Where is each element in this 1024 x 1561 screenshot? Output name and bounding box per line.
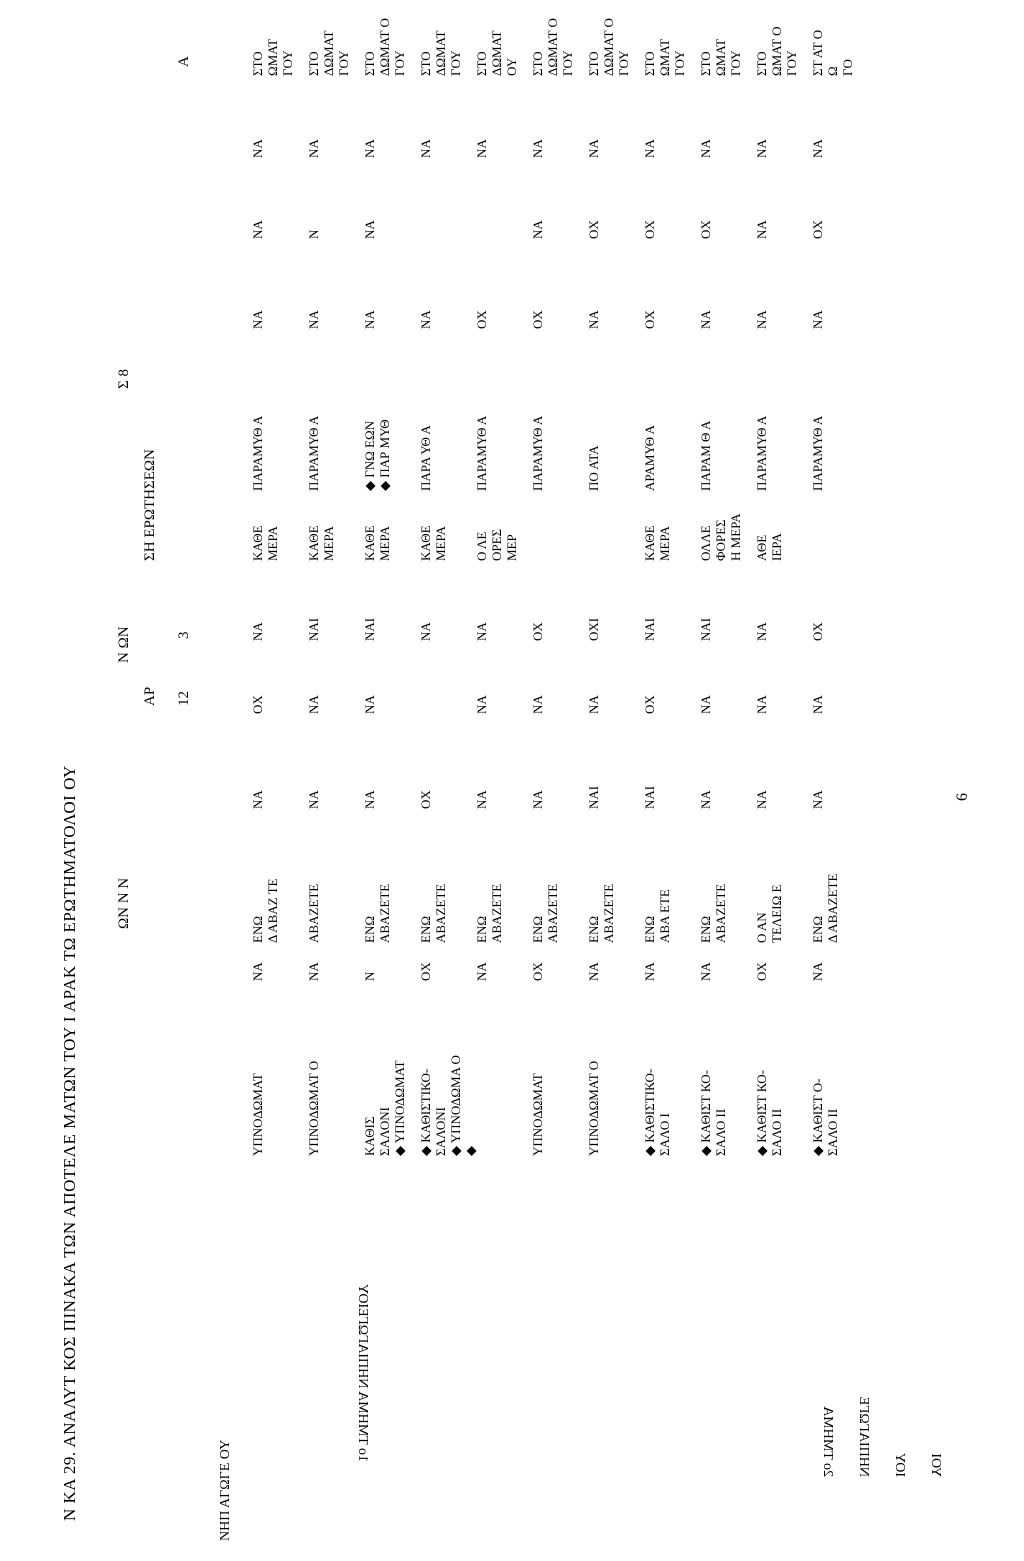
answer-5: ΟΧ bbox=[530, 622, 545, 641]
answer-11: ΣΤΟ ΔΩΜΑΤ ΓΟΥ bbox=[306, 30, 351, 76]
answer-6: ΑΘΕ ΙΕΡΑ bbox=[754, 533, 784, 561]
answer-7: ΠΟ ΑΤΑ bbox=[586, 445, 601, 491]
dept2-line2: ΝΗΠΙΑΓΩΓΕ bbox=[856, 1396, 871, 1477]
answer-1: ΟΧ bbox=[754, 962, 769, 981]
answer-3: ΝΑ bbox=[362, 790, 377, 809]
room-cell: ΥΠΝΟΔΩΜΑΤ Ο bbox=[586, 1060, 601, 1156]
answer-11: ΣΤ ΑΤ Ο Ω ΓΟ bbox=[810, 29, 855, 76]
answer-6: ΚΑΘΕ ΜΕΡΑ bbox=[642, 525, 672, 561]
answer-4: ΝΑ bbox=[306, 695, 321, 714]
answer-7: ΠΑΡΑΜΥΘ Α bbox=[530, 415, 545, 491]
page-number: 6 bbox=[954, 793, 971, 801]
answer-4: ΝΑ bbox=[698, 695, 713, 714]
answer-1: ΝΑ bbox=[810, 962, 825, 981]
header-three: 3 bbox=[176, 631, 192, 639]
answer-7: ΠΑΡΑΜΥΘ Α bbox=[754, 415, 769, 491]
answer-4: ΝΑ bbox=[474, 695, 489, 714]
room-cell: ΥΠΝΟΔΩΜΑΤ Ο bbox=[306, 1060, 321, 1156]
answer-6: ΚΑΘΕ ΜΕΡΑ bbox=[418, 525, 448, 561]
answer-10: ΝΑ bbox=[530, 139, 545, 158]
answer-5: ΝΑΙ bbox=[362, 617, 377, 641]
answer-5: ΟΧΙ bbox=[586, 617, 601, 641]
answer-9: ΝΑ bbox=[250, 220, 265, 239]
answer-11: ΣΤΟ ΔΩΜΑΤ Ο ΓΟΥ bbox=[530, 18, 575, 76]
answer-9: ΟΧ bbox=[698, 220, 713, 239]
answer-1: ΝΑ bbox=[250, 962, 265, 981]
answer-8: ΝΑ bbox=[810, 310, 825, 329]
answer-8: ΝΑ bbox=[586, 310, 601, 329]
answer-11: ΣΤΟ ΩΜΑΤ ΓΟΥ bbox=[250, 38, 295, 76]
answer-9: ΟΧ bbox=[810, 220, 825, 239]
dept1-text: 1ο ΤΜΗΜΑ ΝΗΠΙΑΓΩΓΕΙΟΥ bbox=[355, 1283, 370, 1462]
answer-11: ΣΤΟ ΔΩΜΑΤ ΟΥ bbox=[474, 30, 519, 76]
answer-5: ΝΑΙ bbox=[306, 617, 321, 641]
answer-3: ΝΑ bbox=[474, 790, 489, 809]
answer-4: ΝΑ bbox=[362, 695, 377, 714]
answer-1: ΟΧ bbox=[418, 962, 433, 981]
answer-9: Ν bbox=[306, 229, 321, 239]
header-col-mid: Ν ΩΝ bbox=[116, 626, 132, 663]
answer-4: ΝΑ bbox=[754, 695, 769, 714]
answer-4: ΟΧ bbox=[250, 695, 265, 714]
room-cell: ΥΠΝΟΔΩΜΑΤ bbox=[530, 1073, 545, 1156]
answer-5: ΝΑΙ bbox=[698, 617, 713, 641]
answer-2: ΑΒΑΖΕΤΕ bbox=[306, 883, 321, 943]
room-cell: ΚΑΘΙΣ ΣΑΛΟΝΙ ◆ ΥΠΝΟΔΩΜΑΤ bbox=[362, 1060, 407, 1156]
room-cell: ◆ ΚΑΘΙΣΤΙΚΟ- ΣΑΛΟ Ι bbox=[642, 1068, 672, 1156]
answer-8: ΟΧ bbox=[642, 310, 657, 329]
header-ar-nums: 12 bbox=[176, 691, 192, 706]
answer-3: ΝΑΙ bbox=[586, 785, 601, 809]
answer-1: ΟΧ bbox=[530, 962, 545, 981]
dept2-line1: 2ο ΤΜΗΜΑ bbox=[820, 1406, 835, 1477]
answer-6: ΚΑΘΕ ΜΕΡΑ bbox=[250, 525, 280, 561]
answer-7: ΠΑΡΑΜΥΘ Α bbox=[810, 415, 825, 491]
answer-10: ΝΑ bbox=[642, 139, 657, 158]
answer-8: ΝΑ bbox=[306, 310, 321, 329]
answer-5: ΝΑ bbox=[474, 622, 489, 641]
answer-2: ΕΝΩ ΑΒΑΖΕΤΕ bbox=[362, 883, 392, 943]
answer-7: ΠΑΡΑΜΥΘ Α bbox=[306, 415, 321, 491]
answer-2: ΕΝΩ ΑΒΑΖΕΤΕ bbox=[474, 883, 504, 943]
answer-8: ΝΑ bbox=[754, 310, 769, 329]
answer-3: ΝΑ bbox=[810, 790, 825, 809]
answer-8: ΝΑ bbox=[698, 310, 713, 329]
answer-10: ΝΑ bbox=[698, 139, 713, 158]
answer-10: ΝΑ bbox=[362, 139, 377, 158]
header-last-col: Α bbox=[176, 56, 192, 67]
answer-2: ΕΝΩ ΑΒΑΖΕΤΕ bbox=[530, 883, 560, 943]
dept1-label bbox=[340, 1284, 385, 1476]
answer-2: ΕΝΩ ΑΒΑ ΕΤΕ bbox=[642, 889, 672, 943]
answer-3: ΝΑ bbox=[530, 790, 545, 809]
answer-6: Ο ΛΕ ΟΡΕΣ ΜΕΡ bbox=[474, 528, 519, 561]
answer-7: ΠΑΡΑΜΥΘ Α bbox=[250, 415, 265, 491]
answer-7: ΠΑΡΑΜΥΘ Α bbox=[474, 415, 489, 491]
room-cell: ◆ ΚΑΘΙΣΤ ΚΟ- ΣΑΛΟ ΙΙ bbox=[698, 1070, 728, 1156]
answer-2: ΕΝΩ Δ ΑΒΑΖΕΤΕ bbox=[810, 873, 840, 943]
answer-7: ◆ ΓΝΩ ΕΩΝ ◆ ΠΑΡ ΜΥΘ bbox=[362, 419, 392, 491]
answer-10: ΝΑ bbox=[250, 139, 265, 158]
answer-5: ΝΑ bbox=[250, 622, 265, 641]
answer-3: ΝΑ bbox=[306, 790, 321, 809]
answer-8: ΝΑ bbox=[362, 310, 377, 329]
answer-9: ΟΧ bbox=[586, 220, 601, 239]
answer-5: ΝΑ bbox=[754, 622, 769, 641]
header-col-right: Σ 8 bbox=[116, 369, 132, 389]
answer-11: ΣΤΟ ΔΩΜΑΤ ΓΟΥ bbox=[418, 30, 463, 76]
dept2-line3: ΙΟΥ bbox=[892, 1452, 907, 1477]
answer-3: ΝΑ bbox=[698, 790, 713, 809]
answer-11: ΣΤΟ ΩΜΑΤ ΓΟΥ bbox=[642, 38, 687, 76]
answer-11: ΣΤΟ ΔΩΜΑΤ Ο ΓΟΥ bbox=[362, 18, 407, 76]
answer-1: Ν bbox=[362, 971, 377, 981]
answer-2: ΕΝΩ ΑΒΑΖΕΤΕ bbox=[418, 883, 448, 943]
answer-2: ΕΝΩ Δ ΑΒΑΖ ΤΕ bbox=[250, 878, 280, 943]
answer-1: ΝΑ bbox=[306, 962, 321, 981]
answer-1: ΝΑ bbox=[586, 962, 601, 981]
answer-1: ΝΑ bbox=[698, 962, 713, 981]
answer-8: ΝΑ bbox=[250, 310, 265, 329]
answer-9: ΟΧ bbox=[642, 220, 657, 239]
answer-3: ΝΑΙ bbox=[642, 785, 657, 809]
answer-8: ΝΑ bbox=[418, 310, 433, 329]
header-questions: ΣΗ ΕΡΩΤΗΣΕΩΝ bbox=[142, 449, 158, 561]
answer-11: ΣΤΟ ΩΜΑΤ Ο ΓΟΥ bbox=[754, 26, 799, 76]
answer-8: ΟΧ bbox=[530, 310, 545, 329]
answer-3: ΝΑ bbox=[754, 790, 769, 809]
answer-7: ΑΡΑΜΥΘ Α bbox=[642, 425, 657, 491]
answer-4: ΝΑ bbox=[530, 695, 545, 714]
answer-9: ΝΑ bbox=[362, 220, 377, 239]
room-cell: ◆ ΚΑΘΙΣΤ Ο- ΣΑΛΟ ΙΙ bbox=[810, 1078, 840, 1156]
answer-4: ΝΑ bbox=[810, 695, 825, 714]
answer-10: ΝΑ bbox=[810, 139, 825, 158]
room-cell: ◆ ΚΑΘΙΣΤΙΚΟ- ΣΑΛΟΝΙ ◆ ΥΠΝΟΔΩΜΑ Ο ◆ bbox=[418, 1055, 478, 1156]
answer-6: ΚΑΘΕ ΜΕΡΑ bbox=[306, 525, 336, 561]
answer-4: ΝΑ bbox=[586, 695, 601, 714]
room-cell: ◆ ΚΑΘΙΣΤ ΚΟ- ΣΑΛΟ ΙΙ bbox=[754, 1070, 784, 1156]
answer-7: ΠΑΡΑ ΥΘ Α bbox=[418, 425, 433, 491]
answer-2: Ο ΑΝ ΤΕΛΕΙΩ Ε bbox=[754, 884, 784, 943]
dept2-line4: ΥΟΙ bbox=[928, 1453, 943, 1477]
answer-2: ΕΝΩ ΑΒΑΖΕΤΕ bbox=[586, 883, 616, 943]
answer-7: ΠΑΡΑΜ Θ Α bbox=[698, 420, 713, 491]
answer-5: ΝΑ bbox=[418, 622, 433, 641]
answer-4: ΟΧ bbox=[642, 695, 657, 714]
answer-10: ΝΑ bbox=[754, 139, 769, 158]
header-col-a: ΩΝ Ν Ν bbox=[116, 877, 132, 929]
answer-6: ΚΑΘΕ ΜΕΡΑ bbox=[362, 525, 392, 561]
header-ar: ΑΡ bbox=[142, 686, 158, 706]
answer-10: ΝΑ bbox=[474, 139, 489, 158]
answer-10: ΝΑ bbox=[586, 139, 601, 158]
answer-3: ΝΑ bbox=[250, 790, 265, 809]
answer-8: ΟΧ bbox=[474, 310, 489, 329]
answer-1: ΝΑ bbox=[474, 962, 489, 981]
answer-9: ΝΑ bbox=[530, 220, 545, 239]
answer-9: ΝΑ bbox=[754, 220, 769, 239]
page-title: Ν ΚΑ 29. ΑΝΑΛΥΤ ΚΟΣ ΠΙΝΑΚΑ ΤΩΝ ΑΠΟΤΕΛΕ ΜΑΤΩΝ ΤΟΥ Ι ΑΡΑΚ ΤΩ ΕΡΩΤΗΜΑΤΟΛΟΙ ΟΥ bbox=[60, 765, 79, 1521]
answer-10: ΝΑ bbox=[418, 139, 433, 158]
answer-1: ΝΑ bbox=[642, 962, 657, 981]
dept2-label bbox=[800, 1397, 962, 1491]
answer-10: ΝΑ bbox=[306, 139, 321, 158]
answer-5: ΝΑΙ bbox=[642, 617, 657, 641]
answer-5: ΟΧ bbox=[810, 622, 825, 641]
answer-11: ΣΤΟ ΔΩΜΑΤ Ο ΓΟΥ bbox=[586, 18, 631, 76]
answer-6: ΟΛΛΕ ΦΟΡΕΣ Η ΜΕΡΑ bbox=[698, 513, 743, 561]
answer-3: ΟΧ bbox=[418, 790, 433, 809]
school-label: ΝΗΠ ΑΓΩΓΕ ΟΥ bbox=[218, 1439, 233, 1541]
answer-2: ΕΝΩ ΑΒΑΖΕΤΕ bbox=[698, 883, 728, 943]
answer-11: ΣΤΟ ΩΜΑΤ ΓΟΥ bbox=[698, 38, 743, 76]
room-cell: ΥΠΝΟΔΩΜΑΤ bbox=[250, 1073, 265, 1156]
